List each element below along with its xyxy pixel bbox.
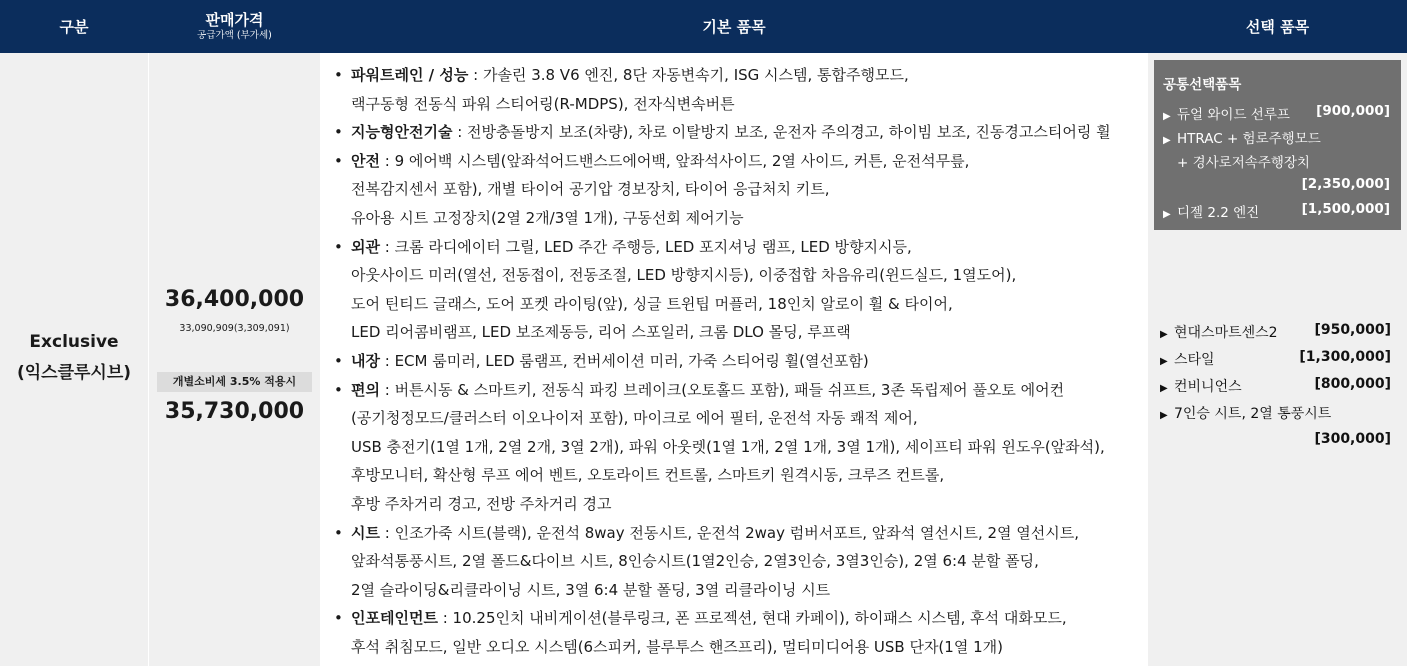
- feature-item: [334, 147, 1146, 176]
- feature-item-continued: [334, 204, 1146, 233]
- feature-list: [334, 61, 1146, 661]
- common-option-item: [1163, 127, 1321, 147]
- feature-text: (공기청정모드/클러스터 이오나이저 포함), 마이크로 에어 필터, 운전석 자동 쾌적 제어,: [351, 409, 918, 428]
- arrow-icon: ▶: [1160, 383, 1168, 394]
- arrow-icon: ▶: [1163, 135, 1171, 146]
- feature-item-continued: [334, 461, 1146, 490]
- header-basic-items-label: 기본 품목: [702, 17, 766, 36]
- feature-item-continued: [334, 576, 1146, 605]
- common-options-box: [1154, 60, 1401, 230]
- feature-item-continued: [334, 633, 1146, 662]
- bullet-icon: [334, 547, 351, 576]
- header-price-label: 판매가격: [205, 11, 264, 29]
- trim-option-item: [1160, 322, 1278, 342]
- trim-name-kr: (익스클루시브): [16, 363, 132, 383]
- common-option-item: [1163, 201, 1259, 221]
- option-name: 컨비니언스: [1174, 379, 1242, 395]
- option-name: 7인승 시트, 2열 통풍시트: [1174, 406, 1332, 422]
- header-price: [149, 0, 320, 53]
- feature-item: [334, 347, 1146, 376]
- feature-text: : 9 에어백 시스템(앞좌석어드밴스드에어백, 앞좌석사이드, 2열 사이드, 커튼, 운전석무릎,: [379, 151, 970, 170]
- option-price: [950,000]: [1314, 322, 1391, 338]
- option-name: 현대스마트센스2: [1174, 325, 1278, 341]
- feature-item: [334, 118, 1146, 147]
- trim-option-item: [1160, 403, 1331, 423]
- option-price: [1,300,000]: [1299, 349, 1391, 365]
- feature-text: 유아용 시트 고정장치(2열 2개/3열 1개), 구동선회 제어기능: [351, 208, 744, 227]
- option-name: HTRAC + 험로주행모드: [1177, 131, 1321, 147]
- header-category: [0, 0, 148, 53]
- price-main: 36,400,000: [164, 287, 305, 312]
- feature-item-continued: [334, 261, 1146, 290]
- bullet-icon: [334, 404, 351, 433]
- option-name-continued: + 경사로저속주행장치: [1177, 155, 1310, 171]
- feature-item-continued: [334, 175, 1146, 204]
- feature-category: 내장: [351, 351, 380, 370]
- option-price: [900,000]: [1316, 103, 1390, 119]
- feature-text: 랙구동형 전동식 파워 스티어링(R-MDPS), 전자식변속버튼: [351, 94, 735, 113]
- option-price: [300,000]: [1314, 431, 1391, 447]
- feature-text: : 전방충돌방지 보조(차량), 차로 이탈방지 보조, 운전자 주의경고, 하이빔 보조, 진동경고스티어링 휠: [452, 123, 1111, 142]
- feature-text: 2열 슬라이딩&리클라이닝 시트, 3열 6:4 분할 폴딩, 3열 리클라이닝 시트: [351, 580, 831, 599]
- bullet-icon: [334, 576, 351, 605]
- feature-text: : 인조가죽 시트(블랙), 운전석 8way 전동시트, 운전석 2way 럼버서포트, 앞좌석 열선시트, 2열 열선시트,: [379, 523, 1080, 542]
- trim-option-item: [1160, 349, 1215, 369]
- feature-category: 파워트레인 / 성능: [351, 66, 469, 84]
- feature-text: 후방모니터, 확산형 루프 에어 벤트, 오토라이트 컨트롤, 스마트키 원격시동, 크루즈 컨트롤,: [351, 466, 945, 485]
- bullet-icon: [334, 290, 351, 319]
- option-price: [2,350,000]: [1301, 176, 1390, 192]
- feature-text: LED 리어콤비램프, LED 보조제동등, 리어 스포일러, 크롬 DLO 몰딩, 루프랙: [351, 323, 851, 342]
- bullet-icon: •: [334, 351, 343, 370]
- feature-item-continued: [334, 490, 1146, 519]
- header-basic-items: [321, 0, 1147, 53]
- feature-text: 후방 주차거리 경고, 전방 주차거리 경고: [351, 494, 612, 513]
- feature-category: 편의: [351, 380, 380, 399]
- feature-item-continued: [334, 90, 1146, 119]
- feature-item: [334, 376, 1146, 405]
- price-cell: [149, 53, 320, 666]
- arrow-icon: ▶: [1160, 329, 1168, 340]
- bullet-icon: •: [334, 237, 343, 256]
- feature-text: : 버튼시동 & 스마트키, 전동식 파킹 브레이크(오토홀드 포함), 패들 쉬프트, 3존 독립제어 풀오토 에어컨: [379, 380, 1065, 399]
- arrow-icon: ▶: [1163, 209, 1171, 220]
- bullet-icon: •: [334, 380, 343, 399]
- feature-item-continued: [334, 547, 1146, 576]
- option-name: 스타일: [1174, 352, 1215, 368]
- bullet-icon: [334, 261, 351, 290]
- feature-text: : 10.25인치 내비게이션(블루링크, 폰 프로젝션, 현대 카페이), 하이패스 시스템, 후석 대화모드,: [437, 609, 1067, 628]
- bullet-icon: [334, 461, 351, 490]
- bullet-icon: [334, 433, 351, 462]
- feature-item: [334, 233, 1146, 262]
- trim-name: Exclusive: [29, 332, 119, 352]
- arrow-icon: ▶: [1160, 356, 1168, 367]
- bullet-icon: •: [334, 66, 343, 84]
- feature-item-continued: [334, 318, 1146, 347]
- tax-label: 개별소비세 3.5% 적용시: [157, 372, 312, 392]
- bullet-icon: [334, 633, 351, 662]
- arrow-icon: ▶: [1163, 111, 1171, 122]
- option-name: 디젤 2.2 엔진: [1177, 205, 1260, 221]
- price-supply: 33,090,909(3,309,091): [179, 323, 290, 334]
- bullet-icon: •: [334, 151, 343, 170]
- feature-category: 외관: [351, 237, 380, 256]
- arrow-icon: ▶: [1160, 410, 1168, 421]
- feature-text: : 가솔린 3.8 V6 엔진, 8단 자동변속기, ISG 시스템, 통합주행모드,: [468, 66, 909, 84]
- header-category-label: 구분: [59, 17, 89, 36]
- option-price: [1,500,000]: [1301, 201, 1390, 217]
- option-price: [800,000]: [1314, 376, 1391, 392]
- bullet-icon: [334, 490, 351, 519]
- feature-text: 아웃사이드 미러(열선, 전동접이, 전동조절, LED 방향지시등), 이중접합 차음유리(윈드실드, 1열도어),: [351, 266, 1017, 285]
- feature-category: 시트: [351, 523, 380, 542]
- feature-item-continued: [334, 290, 1146, 319]
- bullet-icon: •: [334, 123, 343, 142]
- feature-text: 도어 틴티드 글래스, 도어 포켓 라이팅(앞), 싱글 트윈팁 머플러, 18인치 알로이 휠 & 타이어,: [351, 294, 953, 313]
- header-price-sublabel: 공급가액 (부가세): [197, 30, 272, 41]
- feature-category: 인포테인먼트: [351, 609, 438, 628]
- feature-item: [334, 61, 1146, 90]
- bullet-icon: [334, 204, 351, 233]
- feature-text: 전복감지센서 포함), 개별 타이어 공기압 경보장치, 타이어 응급처치 키트,: [351, 180, 830, 199]
- feature-text: 후석 취침모드, 일반 오디오 시스템(6스피커, 블루투스 핸즈프리), 멀티미디어용 USB 단자(1열 1개): [351, 637, 1003, 656]
- price-tax-applied: 35,730,000: [164, 399, 305, 424]
- feature-text: USB 충전기(1열 1개, 2열 2개, 3열 2개), 파워 아웃렛(1열 1개, 2열 1개, 3열 1개), 세이프티 파워 윈도우(앞좌석),: [351, 437, 1105, 456]
- trim-option-item: [1160, 376, 1242, 396]
- common-options-title: 공통선택품목: [1163, 77, 1242, 93]
- feature-item-continued: [334, 404, 1146, 433]
- feature-item: [334, 519, 1146, 548]
- header-options: [1148, 0, 1407, 53]
- header-options-label: 선택 품목: [1245, 17, 1310, 36]
- table-header: [0, 0, 1407, 53]
- option-name: 듀얼 와이드 선루프: [1177, 107, 1290, 123]
- feature-text: 앞좌석통풍시트, 2열 폴드&다이브 시트, 8인승시트(1열2인승, 2열3인승, 3열3인승), 2열 6:4 분할 폴딩,: [351, 552, 1039, 571]
- bullet-icon: [334, 90, 351, 119]
- common-option-item: [1163, 103, 1290, 123]
- trim-cell: [0, 53, 148, 666]
- bullet-icon: [334, 175, 351, 204]
- feature-text: : ECM 룸미러, LED 룸램프, 컨버세이션 미러, 가죽 스티어링 휠(열선포함): [379, 351, 869, 370]
- bullet-icon: •: [334, 609, 343, 628]
- bullet-icon: [334, 318, 351, 347]
- bullet-icon: •: [334, 523, 343, 542]
- feature-text: : 크롬 라디에이터 그릴, LED 주간 주행등, LED 포지셔닝 램프, LED 방향지시등,: [379, 237, 912, 256]
- feature-item: [334, 604, 1146, 633]
- feature-category: 지능형안전기술: [351, 123, 453, 142]
- feature-category: 안전: [351, 151, 380, 170]
- feature-item-continued: [334, 433, 1146, 462]
